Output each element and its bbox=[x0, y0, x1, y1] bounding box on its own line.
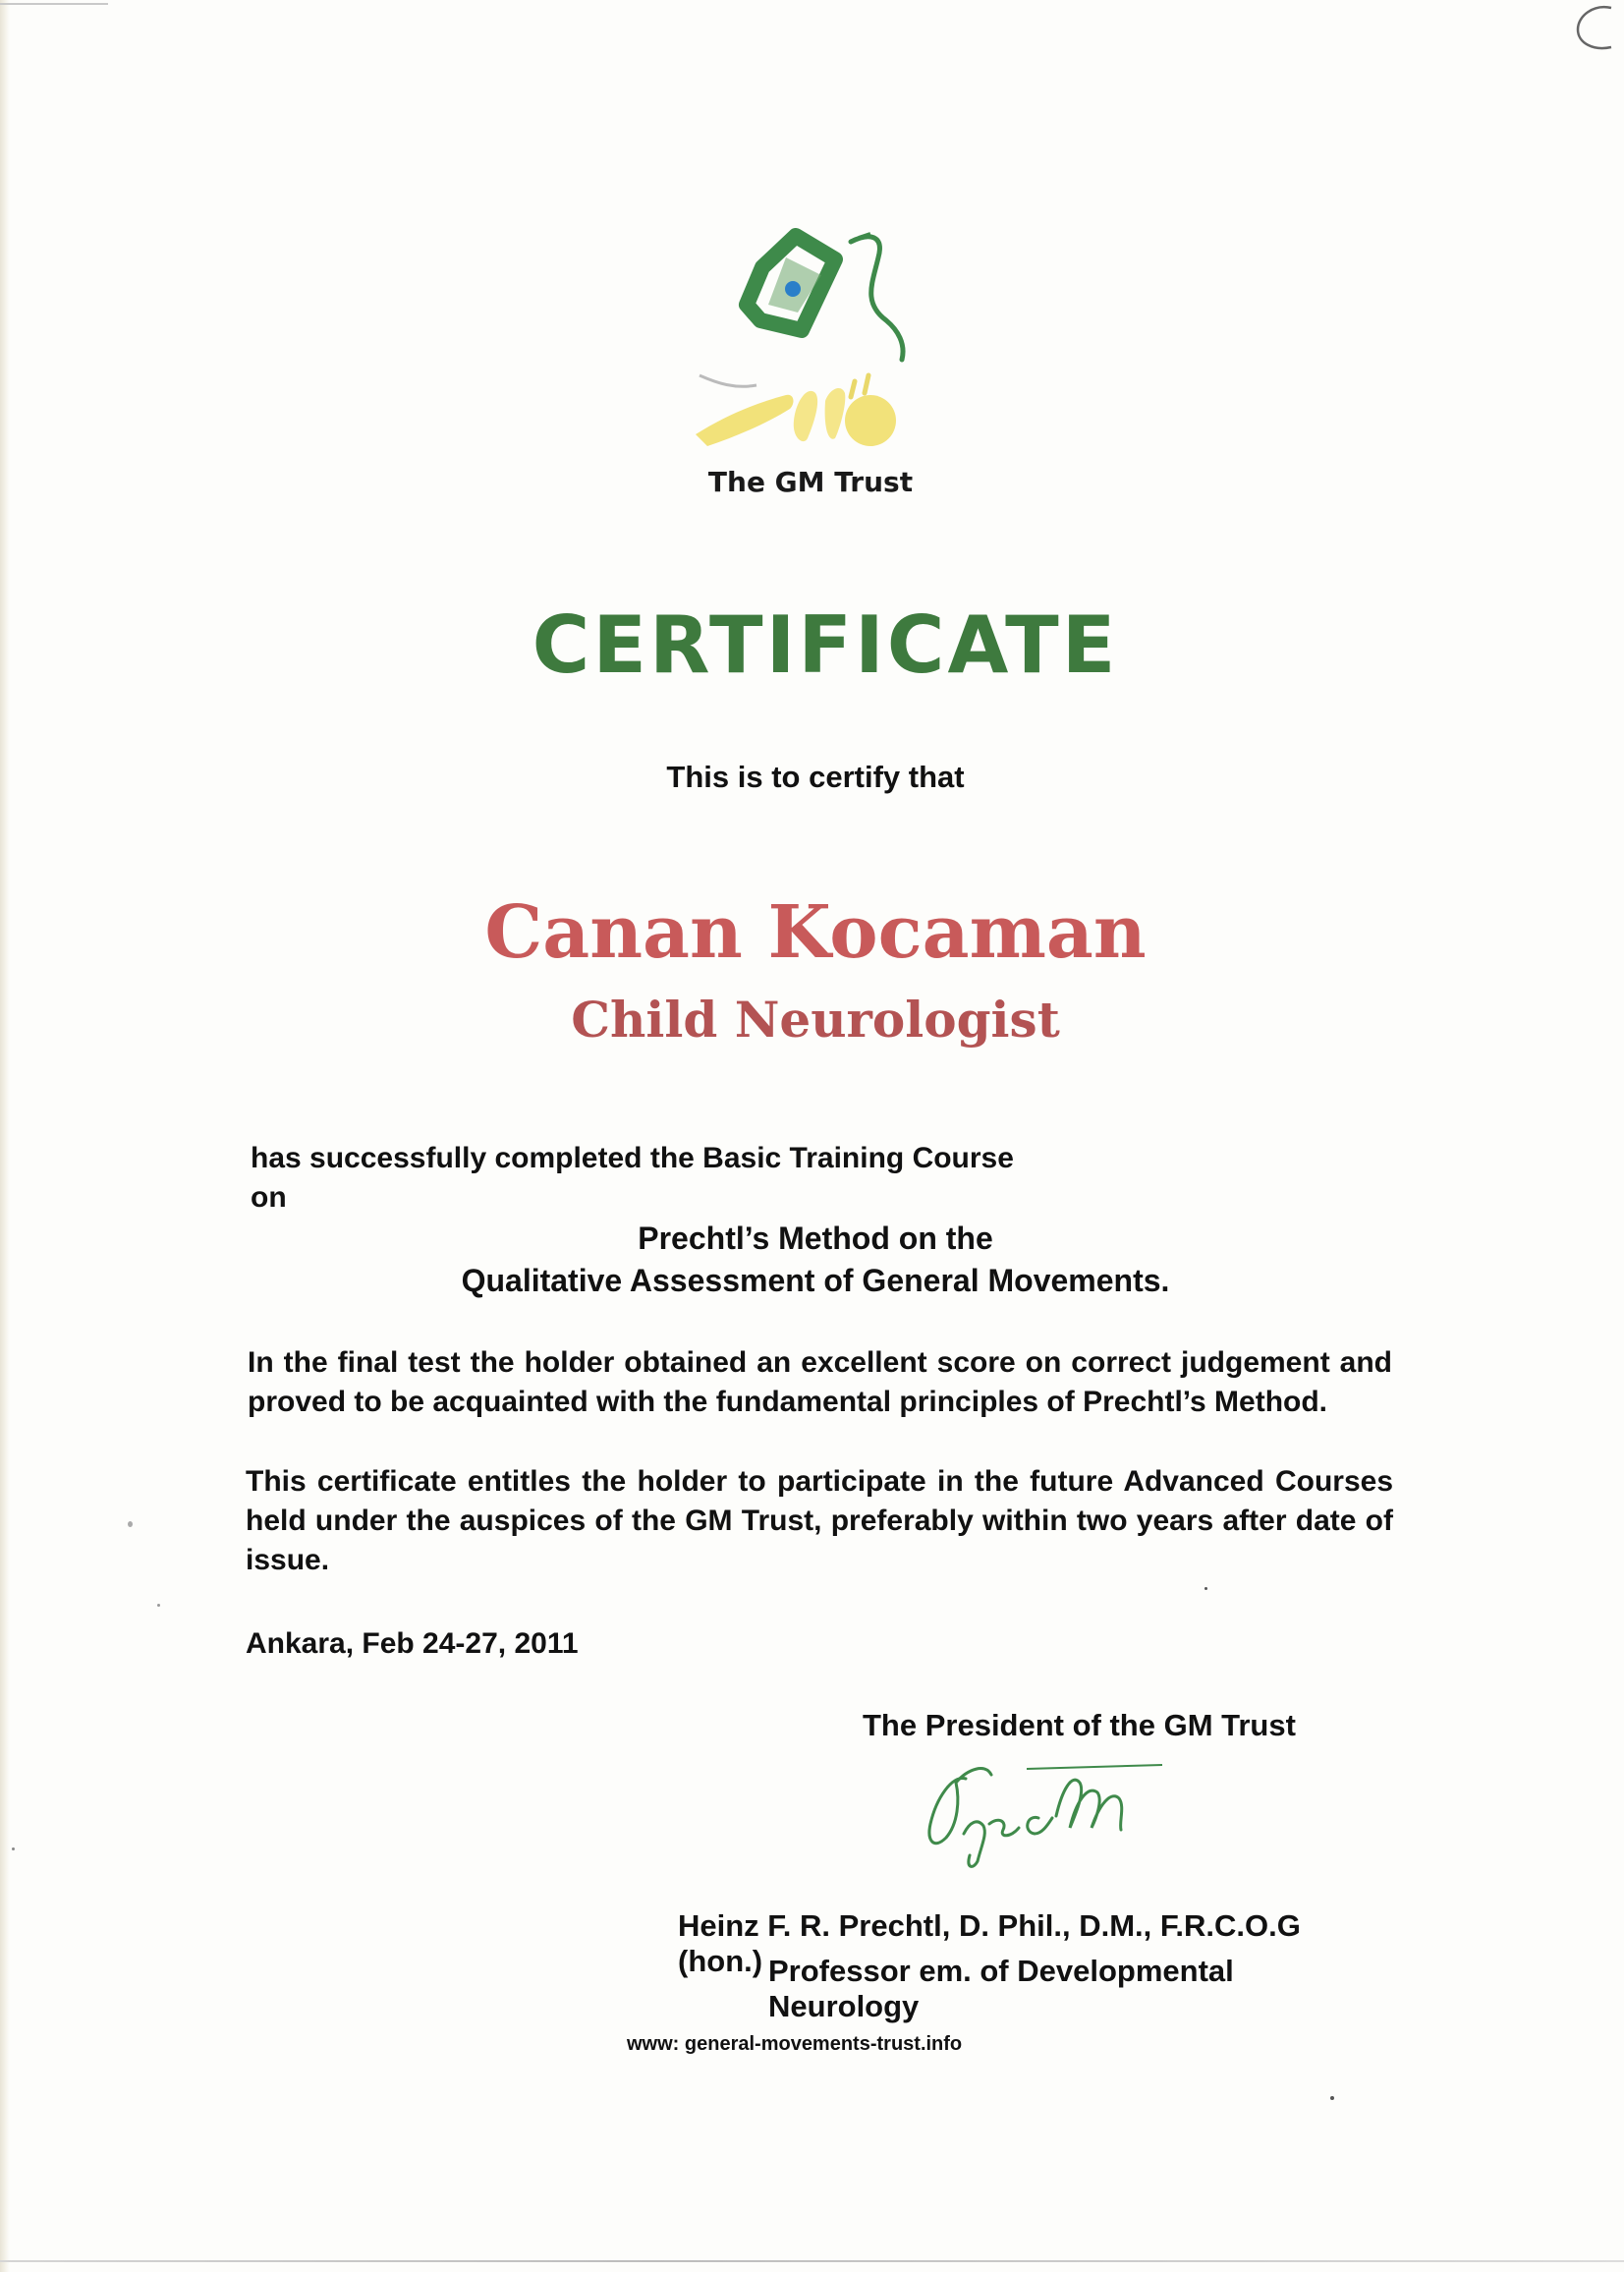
website-footer: www: general-movements-trust.info bbox=[627, 2033, 963, 2055]
completed-course-line: has successfully completed the Basic Training Course on bbox=[251, 1142, 1014, 1214]
president-line: The President of the GM Trust bbox=[863, 1708, 1296, 1742]
scan-left-edge bbox=[0, 0, 10, 2272]
entitles-paragraph: This certificate entitles the holder to participate in the future Advanced Courses held under the auspices of the GM Trust, preferably within two years after date of issue. bbox=[246, 1465, 1393, 1576]
handwritten-signature-icon bbox=[909, 1739, 1204, 1877]
scan-bottom-line bbox=[0, 2260, 1624, 2262]
scan-corner-mark-icon bbox=[1572, 2, 1615, 53]
course-name-line-1: Prechtl’s Method on the bbox=[638, 1221, 993, 1256]
recipient-name: Canan Kocaman bbox=[484, 890, 1147, 975]
scan-speck bbox=[12, 1847, 15, 1850]
course-name-line-2: Qualitative Assessment of General Movements. bbox=[461, 1263, 1170, 1298]
gm-trust-logo-icon bbox=[678, 228, 943, 464]
course-name-block bbox=[334, 1218, 1297, 1302]
signer-role: Professor em. of Developmental Neurology bbox=[768, 1954, 1234, 2023]
place-and-date: Ankara, Feb 24-27, 2011 bbox=[246, 1627, 579, 1660]
scan-speck bbox=[1330, 2096, 1334, 2100]
scan-speck bbox=[128, 1521, 133, 1527]
scan-speck bbox=[157, 1604, 160, 1607]
signer-name: Heinz F. R. Prechtl, D. Phil., D.M., F.R.C.O.G (hon.) bbox=[678, 1908, 1301, 1978]
recipient-title: Child Neurologist bbox=[571, 991, 1060, 1049]
certify-line: This is to certify that bbox=[666, 760, 965, 794]
scan-top-line bbox=[0, 3, 108, 5]
final-test-paragraph: In the final test the holder obtained an excellent score on correct judgement and proved to be acquainted with the fundamental principles of Prechtl’s Method. bbox=[248, 1346, 1392, 1418]
scan-speck bbox=[1204, 1587, 1207, 1590]
certificate-title: CERTIFICATE bbox=[532, 599, 1119, 691]
logo-caption: The GM Trust bbox=[707, 466, 914, 498]
